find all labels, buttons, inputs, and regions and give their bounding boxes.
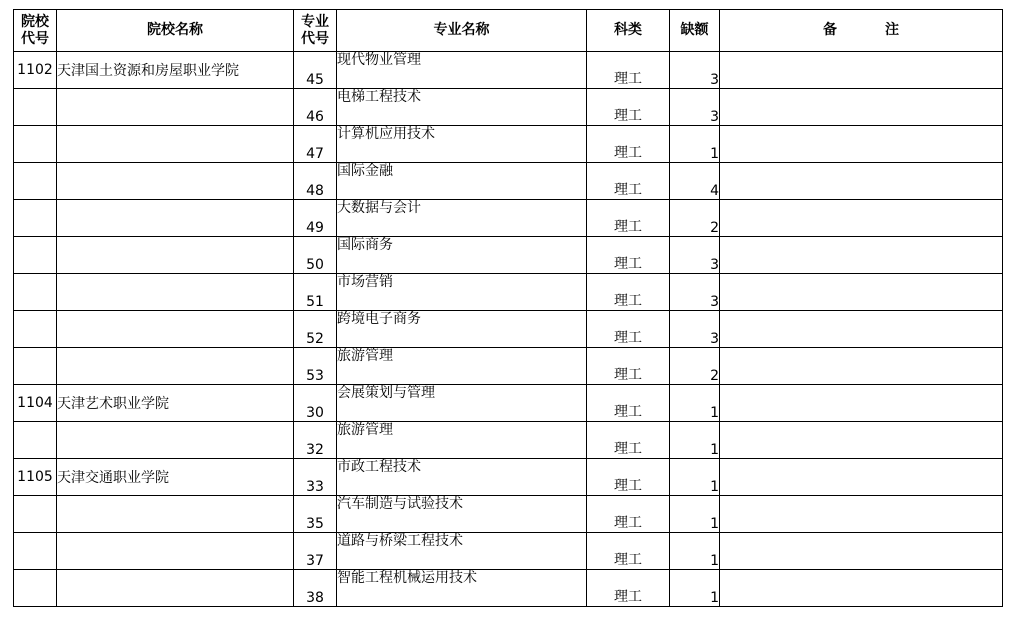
remark-cell xyxy=(720,459,1003,496)
quota-cell: 1 xyxy=(670,570,720,607)
school-code-cell xyxy=(14,89,57,126)
quota-cell: 1 xyxy=(670,385,720,422)
major-code-cell: 30 xyxy=(294,385,337,422)
school-name-cell xyxy=(57,200,294,237)
school-code-cell: 1105 xyxy=(14,459,57,496)
quota-cell: 1 xyxy=(670,422,720,459)
school-name-cell xyxy=(57,274,294,311)
quota-cell: 3 xyxy=(670,311,720,348)
table-row xyxy=(14,89,1003,126)
table-row xyxy=(14,496,1003,533)
table-row xyxy=(14,422,1003,459)
school-name-cell: 天津艺术职业学院 xyxy=(57,385,294,422)
table-row xyxy=(14,200,1003,237)
school-code-cell xyxy=(14,163,57,200)
major-name-cell: 会展策划与管理 xyxy=(337,385,587,422)
remark-cell xyxy=(720,533,1003,570)
school-code-cell xyxy=(14,237,57,274)
quota-cell: 1 xyxy=(670,496,720,533)
school-name-cell xyxy=(57,422,294,459)
remark-cell xyxy=(720,163,1003,200)
major-code-cell: 48 xyxy=(294,163,337,200)
major-code-cell: 46 xyxy=(294,89,337,126)
category-cell: 理工 xyxy=(587,311,670,348)
school-code-cell xyxy=(14,274,57,311)
quota-cell: 4 xyxy=(670,163,720,200)
major-name-cell: 汽车制造与试验技术 xyxy=(337,496,587,533)
table-row xyxy=(14,126,1003,163)
school-name-cell xyxy=(57,311,294,348)
header-major-name: 专业名称 xyxy=(337,10,587,52)
table-row xyxy=(14,52,1003,89)
category-cell: 理工 xyxy=(587,237,670,274)
quota-cell: 1 xyxy=(670,126,720,163)
major-code-cell: 52 xyxy=(294,311,337,348)
major-code-cell: 33 xyxy=(294,459,337,496)
quota-cell: 3 xyxy=(670,274,720,311)
school-name-cell xyxy=(57,496,294,533)
table-row xyxy=(14,385,1003,422)
major-code-cell: 50 xyxy=(294,237,337,274)
header-remark xyxy=(720,10,1003,52)
major-code-cell: 38 xyxy=(294,570,337,607)
quota-cell: 1 xyxy=(670,459,720,496)
major-code-cell: 45 xyxy=(294,52,337,89)
category-cell: 理工 xyxy=(587,496,670,533)
major-name-cell: 旅游管理 xyxy=(337,348,587,385)
header-school-code-line1: 院校 xyxy=(21,13,49,30)
school-code-cell xyxy=(14,570,57,607)
major-code-cell: 35 xyxy=(294,496,337,533)
table-row xyxy=(14,311,1003,348)
remark-cell xyxy=(720,274,1003,311)
school-code-cell xyxy=(14,533,57,570)
category-cell: 理工 xyxy=(587,200,670,237)
category-cell: 理工 xyxy=(587,533,670,570)
header-school-name: 院校名称 xyxy=(57,10,294,52)
header-school-code xyxy=(14,10,57,52)
major-code-cell: 53 xyxy=(294,348,337,385)
school-name-cell xyxy=(57,126,294,163)
school-name-cell xyxy=(57,570,294,607)
header-major-code xyxy=(294,10,337,52)
remark-cell xyxy=(720,496,1003,533)
category-cell: 理工 xyxy=(587,348,670,385)
header-major-code-line2: 代号 xyxy=(301,30,329,47)
header-remark-char2: 注 xyxy=(885,22,899,38)
major-name-cell: 市政工程技术 xyxy=(337,459,587,496)
major-name-cell: 智能工程机械运用技术 xyxy=(337,570,587,607)
quota-cell: 2 xyxy=(670,200,720,237)
table-body xyxy=(14,52,1003,607)
major-code-cell: 51 xyxy=(294,274,337,311)
major-name-cell: 电梯工程技术 xyxy=(337,89,587,126)
school-code-cell xyxy=(14,126,57,163)
remark-cell xyxy=(720,311,1003,348)
remark-cell xyxy=(720,126,1003,163)
quota-cell: 1 xyxy=(670,533,720,570)
school-name-cell xyxy=(57,348,294,385)
school-code-cell xyxy=(14,200,57,237)
remark-cell xyxy=(720,422,1003,459)
category-cell: 理工 xyxy=(587,274,670,311)
major-code-cell: 32 xyxy=(294,422,337,459)
quota-cell: 3 xyxy=(670,89,720,126)
table-row xyxy=(14,533,1003,570)
school-code-cell: 1102 xyxy=(14,52,57,89)
major-name-cell: 旅游管理 xyxy=(337,422,587,459)
quota-cell: 3 xyxy=(670,237,720,274)
school-code-cell xyxy=(14,348,57,385)
school-code-cell xyxy=(14,422,57,459)
remark-cell xyxy=(720,348,1003,385)
table-row xyxy=(14,237,1003,274)
school-name-cell xyxy=(57,163,294,200)
major-name-cell: 计算机应用技术 xyxy=(337,126,587,163)
major-code-cell: 37 xyxy=(294,533,337,570)
remark-cell xyxy=(720,200,1003,237)
header-major-code-line1: 专业 xyxy=(301,13,329,30)
header-remark-char1: 备 xyxy=(823,22,837,38)
major-name-cell: 跨境电子商务 xyxy=(337,311,587,348)
major-name-cell: 大数据与会计 xyxy=(337,200,587,237)
school-name-cell: 天津国土资源和房屋职业学院 xyxy=(57,52,294,89)
enrollment-vacancy-table xyxy=(13,9,1003,607)
quota-cell: 2 xyxy=(670,348,720,385)
quota-cell: 3 xyxy=(670,52,720,89)
school-name-cell xyxy=(57,533,294,570)
remark-cell xyxy=(720,52,1003,89)
header-row xyxy=(14,10,1003,52)
category-cell: 理工 xyxy=(587,126,670,163)
table-row xyxy=(14,459,1003,496)
category-cell: 理工 xyxy=(587,89,670,126)
category-cell: 理工 xyxy=(587,459,670,496)
table-row xyxy=(14,348,1003,385)
school-code-cell xyxy=(14,311,57,348)
school-name-cell xyxy=(57,237,294,274)
category-cell: 理工 xyxy=(587,385,670,422)
major-code-cell: 47 xyxy=(294,126,337,163)
school-name-cell: 天津交通职业学院 xyxy=(57,459,294,496)
remark-cell xyxy=(720,237,1003,274)
category-cell: 理工 xyxy=(587,422,670,459)
school-code-cell: 1104 xyxy=(14,385,57,422)
table-row xyxy=(14,163,1003,200)
remark-cell xyxy=(720,385,1003,422)
category-cell: 理工 xyxy=(587,570,670,607)
table-row xyxy=(14,274,1003,311)
major-name-cell: 市场营销 xyxy=(337,274,587,311)
category-cell: 理工 xyxy=(587,163,670,200)
major-name-cell: 国际金融 xyxy=(337,163,587,200)
category-cell: 理工 xyxy=(587,52,670,89)
table-row xyxy=(14,570,1003,607)
header-quota: 缺额 xyxy=(670,10,720,52)
major-name-cell: 道路与桥梁工程技术 xyxy=(337,533,587,570)
major-name-cell: 国际商务 xyxy=(337,237,587,274)
remark-cell xyxy=(720,570,1003,607)
remark-cell xyxy=(720,89,1003,126)
major-name-cell: 现代物业管理 xyxy=(337,52,587,89)
header-category: 科类 xyxy=(587,10,670,52)
major-code-cell: 49 xyxy=(294,200,337,237)
school-code-cell xyxy=(14,496,57,533)
header-school-code-line2: 代号 xyxy=(21,30,49,47)
school-name-cell xyxy=(57,89,294,126)
